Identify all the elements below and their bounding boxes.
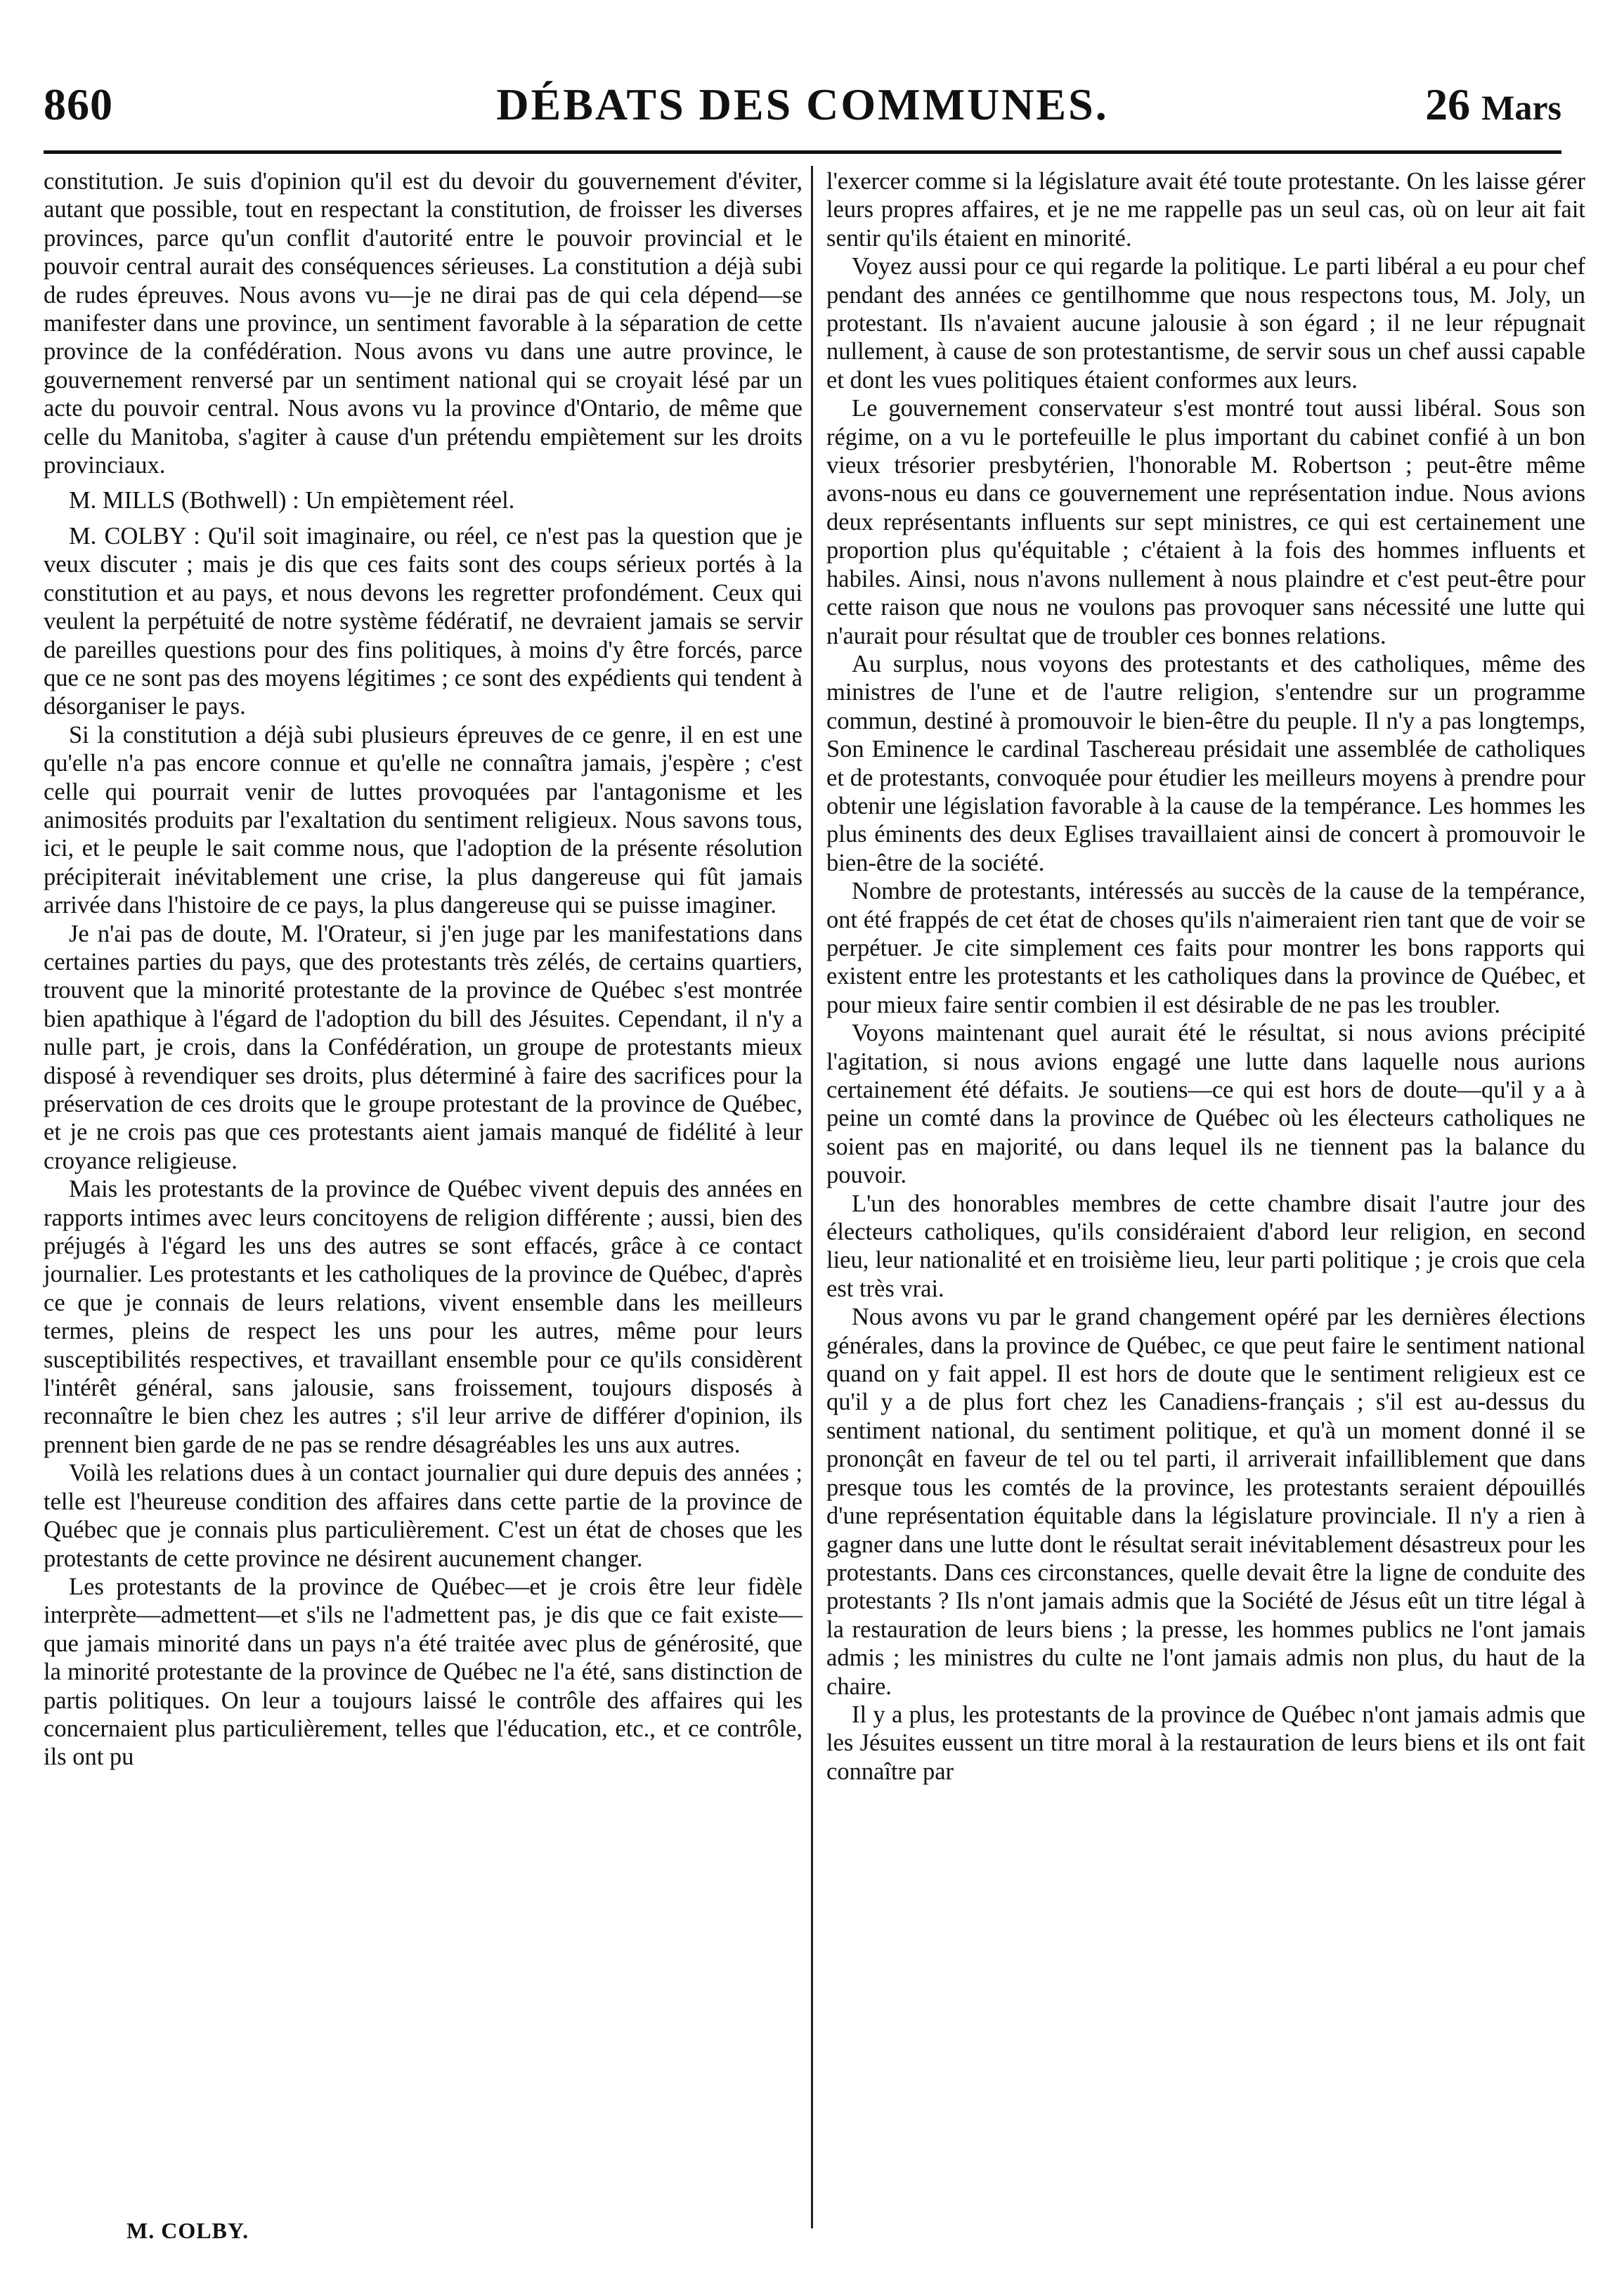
page-header [44, 79, 1561, 142]
paragraph: Voilà les relations dues à un contact journalier qui dure depuis des années ; telle est l'heureuse condition des affaires dans cette partie de la province de Québec que je connais plus particulièrement. C'est un état de choses que les protestants de cette province ne désirent aucunement changer. [44, 1460, 803, 1572]
right-column [826, 167, 1585, 1786]
header-rule [44, 150, 1561, 154]
running-title: DÉBATS DES COMMUNES. [496, 79, 1109, 129]
paragraph: Voyons maintenant quel aurait été le résultat, si nous avions précipité l'agitation, si nous avions engagé une lutte dans laquelle nous aurions certainement été défaits. Je soutiens—ce qui est hors de doute—qu'il y a à peine un comté dans la province de Québec où les électeurs catholiques ne soient pas en majorité, ou dans lequel ils ne tiennent pas la balance du pouvoir. [826, 1020, 1585, 1189]
paragraph: Il y a plus, les protestants de la province de Québec n'ont jamais admis que les Jésuites eussent un titre moral à la restauration de leurs biens et ils ont fait connaître par [826, 1701, 1585, 1785]
speaker-paragraph: M. MILLS (Bothwell) : Un empiètement réel. [69, 487, 515, 514]
paragraph: Si la constitution a déjà subi plusieurs épreuves de ce genre, il en est une qu'elle n'a pas encore connue et qu'elle ne connaîtra jamais, j'espère ; c'est celle qui pourrait venir de luttes provoquées par l'antagonisme et les animosités produits par l'exaltation du sentiment religieux. Nous savons tous, ici, et le peuple le sait comme nous, que l'adoption de la présente résolution précipiterait inévitablement une crise, la plus dangereuse qui fût jamais arrivée dans l'histoire de ce pays, la plus dangereuse qui se puisse imaginer. [44, 721, 803, 919]
paragraph: Les protestants de la province de Québec—et je crois être leur fidèle interprète—admettent—et s'ils ne l'admettent pas, je dis que ce fait existe—que jamais minorité dans un pays n'a été traitée avec plus de générosité, que la minorité protestante de la province de Québec ne l'a été, sans distinction de partis politiques. On leur a toujours laissé le contrôle des affaires qui les concernaient plus particulièrement, telles que l'éducation, etc., et ce contrôle, ils ont pu [44, 1573, 803, 1771]
paragraph: Le gouvernement conservateur s'est montré tout aussi libéral. Sous son régime, on a vu le portefeuille le plus important du cabinet confié à un bon vieux trésorier presbytérien, l'honorable M. Robertson ; peut-être même avons-nous eu dans ce gouvernement une représentation indue. Nous avions deux représentants influents sur sept ministres, ce qui est certainement une proportion plus qu'équitable ; c'étaient à la fois des hommes influents et habiles. Ainsi, nous n'avons nullement à nous plaindre et c'est peut-être pour cette raison que nous ne voulons pas provoquer sans nécessité une lutte qui n'aurait pour résultat que de troubler ces bonnes relations. [826, 395, 1585, 649]
page-date-month: Mars [1481, 88, 1561, 127]
paragraph: Mais les protestants de la province de Québec vivent depuis des années en rapports intimes avec leurs concitoyens de religion différente ; aussi, bien des préjugés à l'égard les uns des autres se sont effacés, grâce à ce contact journalier. Les protestants et les catholiques de la province de Québec, d'après ce que je connais de leurs relations, vivent ensemble dans les meilleurs termes, pleins de respect les uns pour les autres, même pour leurs susceptibilités respectives, et travaillant ensemble pour ce qu'ils considèrent l'intérêt général, sans jalousie, sans froissement, toujours disposés à reconnaître le bien chez les autres ; s'il leur arrive de différer d'opinion, ils prennent bien garde de ne pas se rendre désagréables les uns aux autres. [44, 1176, 803, 1458]
page-number: 860 [44, 79, 113, 129]
speaker-paragraph: M. COLBY : Qu'il soit imaginaire, ou réel, ce n'est pas la question que je veux discuter ; mais je dis que ces faits sont des coups sérieux portés à la constitution et au pays, et nous devons les regretter profondément. Ceux qui veulent la perpétuité de notre système fédératif, ne devraient jamais se servir de pareilles questions pour des fins politiques, à moins d'y être forcés, parce que ce ne sont pas des moyens légitimes ; ce sont des expédients qui tendent à désorganiser le pays. [44, 522, 803, 720]
paragraph: Voyez aussi pour ce qui regarde la politique. Le parti libéral a eu pour chef pendant des années ce gentilhomme que nous respectons tous, M. Joly, un protestant. Ils n'avaient aucune jalousie à son égard ; il ne leur répugnait nullement, à cause de son protestantisme, de servir sous un chef aussi capable et dont les vues politiques étaient conformes aux leurs. [826, 253, 1585, 394]
paragraph: L'un des honorables membres de cette chambre disait l'autre jour des électeurs catholiques, qu'ils considéraient d'abord leur religion, en second lieu, leur nationalité et en troisième lieu, leur parti politique ; je crois que cela est très vrai. [826, 1190, 1585, 1302]
paragraph: l'exercer comme si la législature avait été toute protestante. On les laisse gérer leurs propres affaires, et je ne me rappelle pas un seul cas, où on leur ait fait sentir qu'ils étaient en minorité. [826, 168, 1585, 252]
paragraph: Nous avons vu par le grand changement opéré par les dernières élections générales, dans la province de Québec, ce que peut faire le sentiment national quand on y fait appel. Il est hors de doute que le sentiment religieux est ce qu'il y a de plus fort chez les Canadiens-français ; s'il est au-dessus du sentiment national, du sentiment politique, et qu'à un moment donné il se prononçât en faveur de tel ou tel parti, il arriverait infailliblement que dans presque tous les comtés de la province, les protestants seraient dépouillés d'une représentation équitable dans la législature provinciale. Il n'y a rien à gagner dans une lutte dont le résultat serait inévitablement désastreux pour les protestants. Dans ces circonstances, quelle devait être la ligne de conduite des protestants ? Ils n'ont jamais admis que la Société de Jésus eût un titre légal à la restauration de leurs biens ; la presse, les hommes publics ne l'ont jamais admis ; les ministres du culte ne l'ont jamais admis non plus, du haut de la chaire. [826, 1304, 1585, 1700]
paragraph: constitution. Je suis d'opinion qu'il est du devoir du gouvernement d'éviter, autant que possible, tout en respectant la constitution, de froisser les diverses provinces, parce qu'un conflit d'autorité entre le pouvoir provincial et le pouvoir central aurait des conséquences sérieuses. La constitution a déjà subi de rudes épreuves. Nous avons vu—je ne dirai pas de qui cela dépend—se manifester dans une province, un sentiment favorable à la séparation de cette province de la confédération. Nous avons vu dans une autre province, le gouvernement renversé par un sentiment national qui se croyait lésé par un acte du pouvoir central. Nous avons vu la province d'Ontario, de même que celle du Manitoba, s'agiter à cause d'un prétendu empiètement sur les droits provinciaux. [44, 168, 803, 479]
page-date-day: 26 [1425, 79, 1471, 129]
paragraph: Je n'ai pas de doute, M. l'Orateur, si j'en juge par les manifestations dans certaines parties du pays, que des protestants très zélés, de certains quartiers, trouvent que la minorité protestante de la province de Québec s'est montrée bien apathique à l'égard de l'adoption du bill des Jésuites. Cependant, il n'y a nulle part, je crois, dans la Confédération, un groupe de protestants mieux disposé à revendiquer ses droits, plus déterminé à faire des sacrifices pour la préservation de ces droits que le groupe protestant de la province de Québec, et je ne crois pas que ces protestants aient jamais manqué de fidélité à leur croyance religieuse. [44, 920, 803, 1174]
paragraph: Nombre de protestants, intéressés au succès de la cause de la tempérance, ont été frappés de cet état de choses qu'ils n'aimeraient rien tant que de voir se perpétuer. Je cite simplement ces faits pour montrer les bons rapports qui existent entre les protestants et les catholiques dans la province de Québec, et pour mieux faire sentir combien il est désirable de ne pas les troubler. [826, 878, 1585, 1018]
speaker-signature: M. COLBY. [126, 2218, 249, 2243]
page-date [1425, 79, 1561, 131]
left-column [44, 167, 803, 1772]
column-divider [811, 166, 813, 2228]
paragraph: Au surplus, nous voyons des protestants et des catholiques, même des ministres de l'une et de l'autre religion, s'entendre sur un programme commun, destiné à promouvoir le bien-être du peuple. Il n'y a pas longtemps, Son Eminence le cardinal Taschereau présidait une assemblée de catholiques et de protestants, convoquée pour étudier les meilleurs moyens à prendre pour obtenir une législation favorable à la cause de la tempérance. Les hommes les plus éminents des deux Eglises travaillaient ainsi de concert à promouvoir le bien-être de la société. [826, 650, 1585, 876]
